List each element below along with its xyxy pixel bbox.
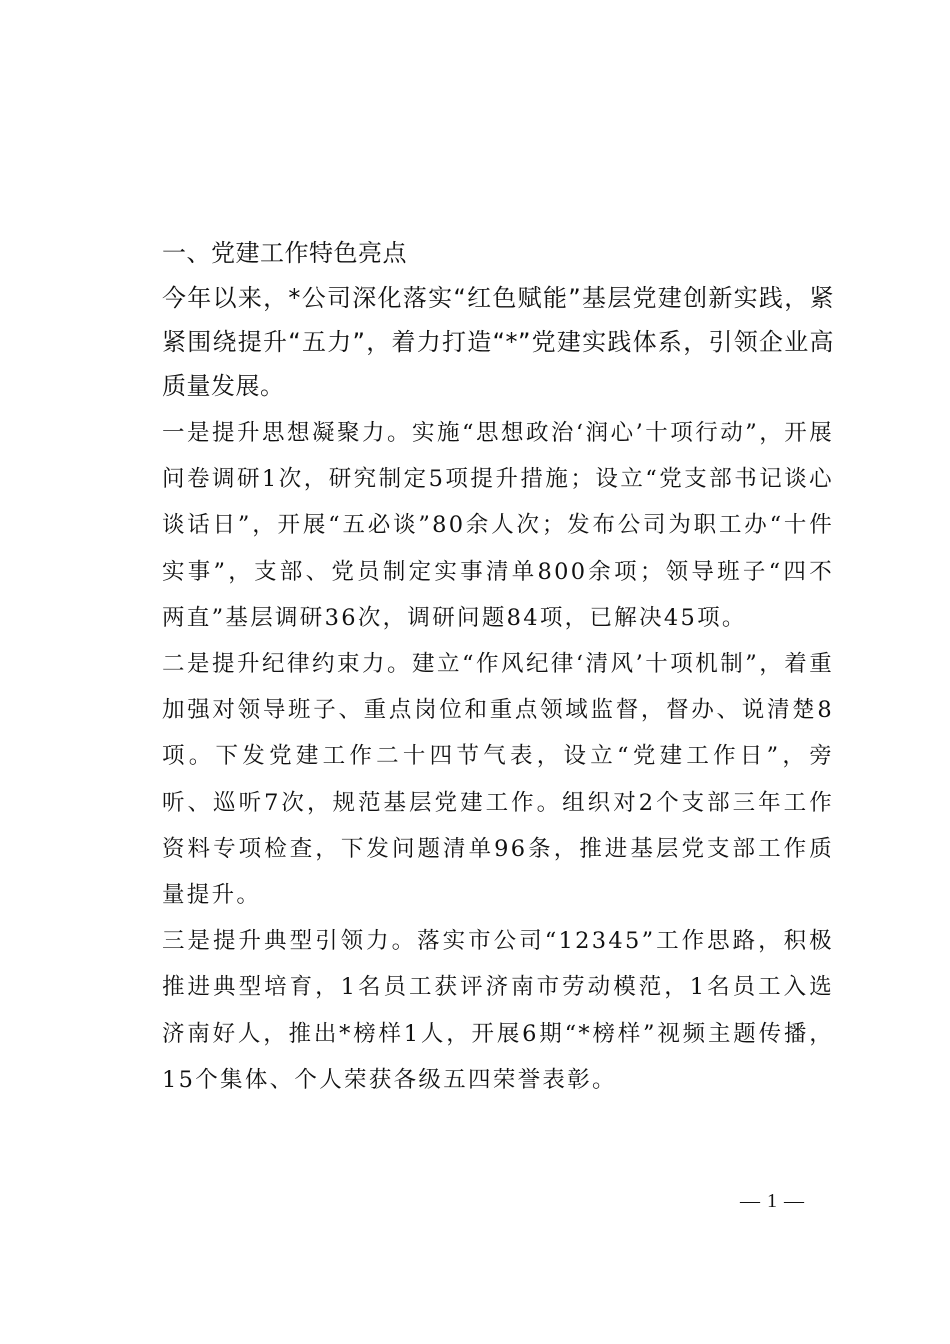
paragraph-discipline: 二是提升纪律约束力。建立“作风纪律‘清风’十项机制”，着重加强对领导班子、重点岗位和重点领域监督，督办、说清楚8项。下发党建工作二十四节气表，设立“党建工作日”，旁听、巡听7次，规范基层党建工作。组织对2个支部三年工作资料专项检查，下发问题清单96条，推进基层党支部工作质量提升。 <box>162 651 834 909</box>
paragraph-role-models: 三是提升典型引领力。落实市公司“12345”工作思路，积极推进典型培育，1名员工获评济南市劳动模范，1名员工入选济南好人，推出*榜样1人，开展6期“*榜样”视频主题传播，15个集体、个人荣获各级五四荣誉表彰。 <box>162 928 834 1093</box>
section-heading: 一、党建工作特色亮点 <box>162 239 407 267</box>
intro-paragraph: 今年以来，*公司深化落实“红色赋能”基层党建创新实践，紧紧围绕提升“五力”，着力打造“*”党建实践体系，引领企业高质量发展。 <box>162 284 834 400</box>
page-number: — 1 — <box>740 1190 805 1212</box>
document-body <box>162 230 834 1103</box>
paragraph-ideology: 一是提升思想凝聚力。实施“思想政治‘润心’十项行动”，开展问卷调研1次，研究制定5项提升措施；设立“党支部书记谈心谈话日”，开展“五必谈”80余人次；发布公司为职工办“十件实事”，支部、党员制定实事清单800余项；领导班子“四不两直”基层调研36次，调研问题84项，已解决45项。 <box>162 420 834 631</box>
